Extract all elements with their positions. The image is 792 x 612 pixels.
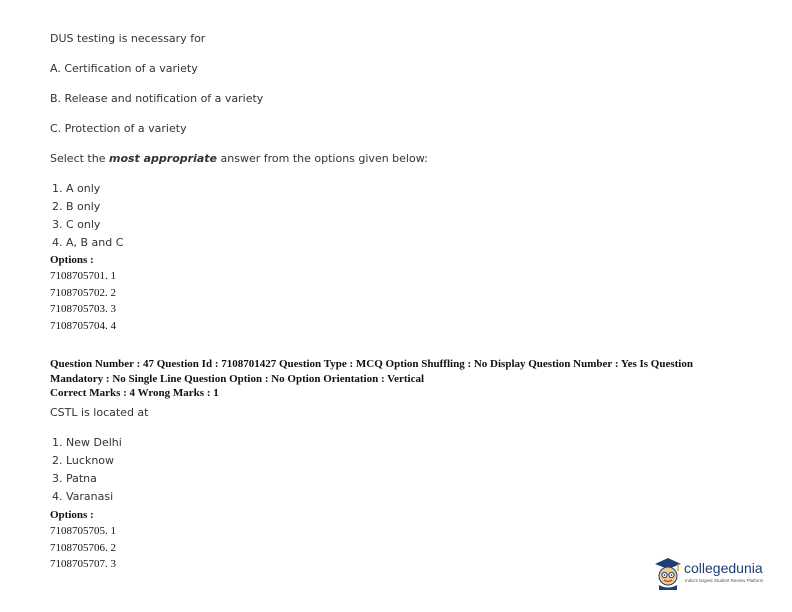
q46-instruction xyxy=(50,152,428,165)
q46-choice: 4. A, B and C xyxy=(52,236,124,249)
q46-option-id: 7108705703. 3 xyxy=(50,303,116,315)
q46-statement-a: A. Certification of a variety xyxy=(50,62,198,75)
q47-meta: Question Number : 47 Question Id : 7108701427 Question Type : MCQ Option Shuffling : No Display Question Number : Yes Is Question Mandatory : No Single Line Question Option : No Option Orientation : Vertical xyxy=(50,358,693,385)
q46-statement-b: B. Release and notification of a variety xyxy=(50,92,264,105)
q46-options-label: Options : xyxy=(50,254,94,266)
q46-choice: 3. C only xyxy=(52,218,101,231)
q46-choice: 1. A only xyxy=(52,182,101,195)
q46-stem: DUS testing is necessary for xyxy=(50,32,206,45)
q47-choice: 2. Lucknow xyxy=(52,454,115,467)
q46-option-id: 7108705701. 1 xyxy=(50,270,116,282)
logo-tagline: India's largest Student Review Platform xyxy=(685,578,764,583)
q46-option-id: 7108705702. 2 xyxy=(50,286,116,299)
q47-option-id: 7108705706. 2 xyxy=(50,541,116,554)
q46-instruction-emphasis: most appropriate xyxy=(108,152,218,165)
q46-instruction-suffix: answer from the options given below: xyxy=(217,152,428,165)
q47-marks: Correct Marks : 4 Wrong Marks : 1 xyxy=(50,387,219,399)
q46-choice-list xyxy=(52,180,123,252)
q46-choice: 2. B only xyxy=(52,200,101,213)
q47-option-id-list xyxy=(50,523,116,573)
q47-choice-list xyxy=(52,434,122,506)
q47-options-label: Options : xyxy=(50,509,94,521)
q46-instruction-prefix: Select the xyxy=(50,152,109,165)
q46-option-id: 7108705704. 4 xyxy=(50,319,116,332)
q47-option-id: 7108705705. 1 xyxy=(50,525,116,537)
q46-statement-c: C. Protection of a variety xyxy=(50,122,187,135)
q47-choice: 3. Patna xyxy=(52,472,97,485)
q46-option-id-list xyxy=(50,268,116,334)
q47-stem: CSTL is located at xyxy=(50,406,149,419)
graduate-mascot-icon xyxy=(653,556,683,590)
collegedunia-logo xyxy=(653,556,783,592)
q47-option-id: 7108705707. 3 xyxy=(50,558,116,570)
logo-wordmark: collegedunia xyxy=(684,560,763,576)
q47-choice: 4. Varanasi xyxy=(52,490,114,503)
q47-choice: 1. New Delhi xyxy=(52,436,122,449)
